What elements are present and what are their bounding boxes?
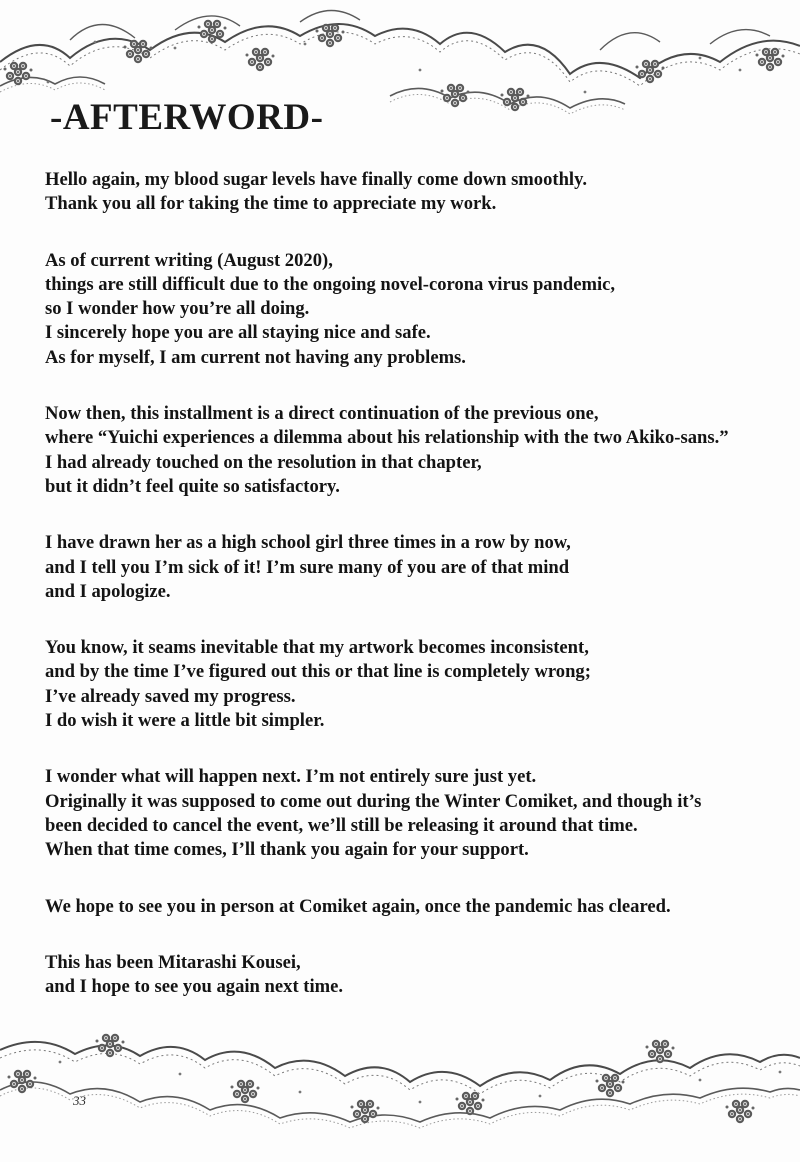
text-line: This has been Mitarashi Kousei, <box>45 951 301 973</box>
page-title: -AFTERWORD- <box>50 97 324 138</box>
text-line: I’ve already saved my progress. <box>45 685 296 707</box>
text-line: and by the time I’ve figured out this or that line is completely wrong; <box>45 661 591 683</box>
text-line: and I hope to see you again next time. <box>45 976 344 998</box>
paragraph-3 <box>45 402 800 499</box>
text-line: and I apologize. <box>45 580 171 602</box>
page-number: 33 <box>73 1093 86 1108</box>
text-line: As for myself, I am current not having any problems. <box>45 346 466 368</box>
afterword-body <box>45 168 800 999</box>
text-line: As of current writing (August 2020), <box>45 249 333 271</box>
text-line: things are still difficult due to the ongoing novel-corona virus pandemic, <box>45 273 616 295</box>
paragraph-2 <box>45 249 800 370</box>
paragraph-8 <box>45 951 800 1000</box>
text-line: I have drawn her as a high school girl three times in a row by now, <box>45 532 571 554</box>
text-line: We hope to see you in person at Comiket again, once the pandemic has cleared. <box>45 895 671 917</box>
paragraph-1 <box>45 168 800 217</box>
text-line: Hello again, my blood sugar levels have finally come down smoothly. <box>45 169 588 190</box>
text-line: and I tell you I’m sick of it! I’m sure many of you are of that mind <box>45 556 570 578</box>
paragraph-5 <box>45 636 800 733</box>
text-line: You know, it seams inevitable that my artwork becomes inconsistent, <box>45 637 589 659</box>
text-line: Thank you all for taking the time to appreciate my work. <box>45 193 497 215</box>
text-line: where “Yuichi experiences a dilemma about his relationship with the two Akiko-sans.” <box>45 427 729 449</box>
text-line: but it didn’t feel quite so satisfactory. <box>45 475 340 497</box>
bottom-lace-border-icon <box>0 1010 800 1162</box>
text-line: When that time comes, I’ll thank you again for your support. <box>45 839 529 861</box>
text-line: Now then, this installment is a direct continuation of the previous one, <box>45 403 599 425</box>
text-line: I wonder what will happen next. I’m not entirely sure just yet. <box>45 766 537 788</box>
text-line: I had already touched on the resolution in that chapter, <box>45 451 482 473</box>
paragraph-4 <box>45 531 800 604</box>
text-line: I sincerely hope you are all staying nice and safe. <box>45 322 431 344</box>
paragraph-7 <box>45 895 800 919</box>
text-line: Originally it was supposed to come out during the Winter Comiket, and though it’s <box>45 790 702 812</box>
text-line: been decided to cancel the event, we’ll still be releasing it around that time. <box>45 814 638 836</box>
paragraph-6 <box>45 765 800 862</box>
text-line: so I wonder how you’re all doing. <box>45 298 310 320</box>
text-line: I do wish it were a little bit simpler. <box>45 710 325 732</box>
